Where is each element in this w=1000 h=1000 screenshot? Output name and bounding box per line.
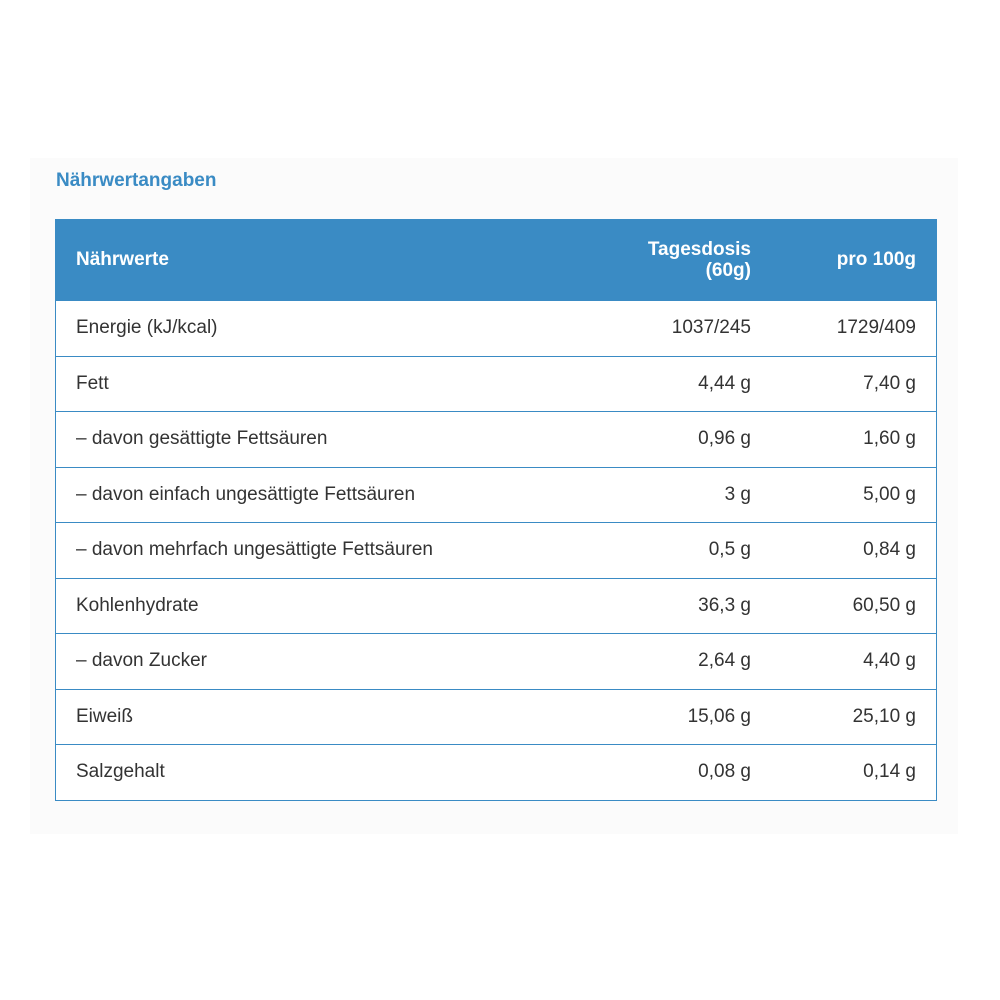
row-per100-value: 4,40 g bbox=[863, 650, 916, 672]
header-daily-dose-line2: (60g) bbox=[705, 260, 751, 281]
row-per100-value: 1,60 g bbox=[863, 428, 916, 450]
row-daily-value: 0,96 g bbox=[698, 428, 751, 450]
row-daily-value: 15,06 g bbox=[687, 705, 751, 727]
table-row bbox=[56, 411, 936, 467]
row-name: Energie (kJ/kcal) bbox=[76, 317, 218, 339]
row-per100-value: 0,14 g bbox=[863, 761, 916, 783]
header-daily-dose-line1: Tagesdosis bbox=[647, 239, 751, 260]
header-nutrients: Nährwerte bbox=[76, 249, 169, 270]
table-row bbox=[56, 356, 936, 412]
table-header-row bbox=[56, 220, 936, 300]
header-per-100g: pro 100g bbox=[836, 249, 916, 270]
row-daily-value: 4,44 g bbox=[698, 372, 751, 394]
row-per100-value: 0,84 g bbox=[863, 539, 916, 561]
row-name: Salzgehalt bbox=[76, 761, 165, 783]
row-daily-value: 1037/245 bbox=[671, 317, 751, 339]
table-row bbox=[56, 467, 936, 523]
row-name: – davon gesättigte Fettsäuren bbox=[76, 428, 328, 450]
row-name: – davon Zucker bbox=[76, 650, 207, 672]
table-row bbox=[56, 300, 936, 356]
row-per100-value: 60,50 g bbox=[852, 594, 916, 616]
table-row bbox=[56, 578, 936, 634]
row-per100-value: 5,00 g bbox=[863, 483, 916, 505]
row-per100-value: 25,10 g bbox=[852, 705, 916, 727]
row-name: Kohlenhydrate bbox=[76, 594, 199, 616]
row-daily-value: 3 g bbox=[724, 483, 751, 505]
row-per100-value: 7,40 g bbox=[863, 372, 916, 394]
row-daily-value: 36,3 g bbox=[698, 594, 751, 616]
row-name: – davon einfach ungesättigte Fettsäuren bbox=[76, 483, 416, 505]
header-daily-dose bbox=[591, 239, 751, 281]
table-row bbox=[56, 633, 936, 689]
section-heading: Nährwertangaben bbox=[56, 170, 217, 191]
nutrition-table bbox=[55, 219, 937, 801]
row-name: Eiweiß bbox=[76, 705, 134, 727]
row-per100-value: 1729/409 bbox=[836, 317, 916, 339]
row-daily-value: 0,5 g bbox=[708, 539, 751, 561]
row-daily-value: 0,08 g bbox=[698, 761, 751, 783]
table-row bbox=[56, 522, 936, 578]
row-daily-value: 2,64 g bbox=[698, 650, 751, 672]
row-name: Fett bbox=[76, 372, 109, 394]
table-row bbox=[56, 689, 936, 745]
table-row bbox=[56, 744, 936, 800]
row-name: – davon mehrfach ungesättigte Fettsäuren bbox=[76, 539, 434, 561]
